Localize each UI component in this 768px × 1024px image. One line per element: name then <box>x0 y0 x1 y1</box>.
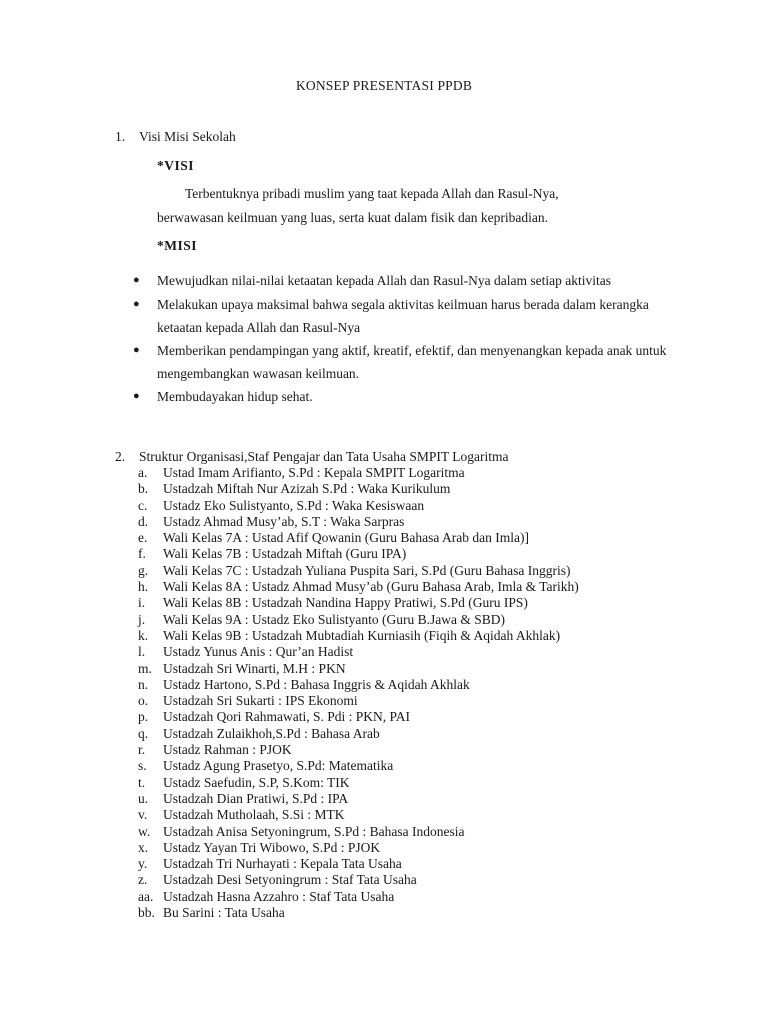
misi-label: *MISI <box>157 238 198 253</box>
staff-letter: h. <box>138 579 149 595</box>
staff-list-item <box>138 644 579 660</box>
staff-text: Ustadzah Miftah Nur Azizah S.Pd : Waka Kurikulum <box>163 481 451 497</box>
staff-list-item <box>138 889 579 905</box>
staff-text: Wali Kelas 9A : Ustadz Eko Sulistyanto (Guru B.Jawa & SBD) <box>163 611 506 627</box>
staff-list-item <box>138 514 579 530</box>
staff-list-item <box>138 791 579 807</box>
staff-letter: p. <box>138 709 149 725</box>
staff-list-item <box>138 807 579 823</box>
staff-letter: j. <box>138 611 146 627</box>
staff-list-item <box>138 628 579 644</box>
staff-list-item <box>138 905 579 921</box>
misi-item: ● Melakukan upaya maksimal bahwa segala aktivitas keilmuan harus berada dalam kerangka ketaatan kepada Allah dan Rasul-Nya <box>130 293 677 339</box>
staff-letter: i. <box>138 595 146 611</box>
staff-list-item <box>138 579 579 595</box>
staff-list-item <box>138 742 579 758</box>
staff-list-item <box>138 465 579 481</box>
section-2-heading <box>115 449 509 465</box>
staff-text: Ustadz Rahman : PJOK <box>163 742 292 758</box>
staff-letter: bb. <box>138 905 155 921</box>
staff-text: Ustadz Ahmad Musy’ab, S.T : Waka Sarpras <box>163 513 405 529</box>
staff-list-item <box>138 709 579 725</box>
staff-letter: d. <box>138 513 149 529</box>
staff-letter: s. <box>138 758 147 774</box>
staff-text: Wali Kelas 7B : Ustadzah Miftah (Guru IPA) <box>163 546 407 562</box>
bullet-icon: ● <box>133 298 140 310</box>
staff-text: Ustadz Agung Prasetyo, S.Pd: Matematika <box>163 758 394 774</box>
misi-item: ● Memberikan pendampingan yang aktif, kreatif, efektif, dan menyenangkan kepada anak untuk mengembangkan wawasan keilmuan. <box>130 339 677 385</box>
section-1-number: 1. <box>115 129 126 144</box>
staff-letter: f. <box>138 546 146 562</box>
visi-label: *VISI <box>157 158 195 173</box>
page-title: KONSEP PRESENTASI PPDB <box>295 78 473 93</box>
staff-list-item <box>138 546 579 562</box>
staff-text: Ustadzah Dian Pratiwi, S.Pd : IPA <box>163 790 349 806</box>
section-2-title: Struktur Organisasi,Staf Pengajar dan Tata Usaha SMPIT Logaritma <box>139 449 509 464</box>
staff-text: Ustadzah Qori Rahmawati, S. Pdi : PKN, PAI <box>163 709 410 725</box>
staff-list-item <box>138 595 579 611</box>
misi-list <box>130 269 677 408</box>
staff-text: Ustadzah Anisa Setyoningrum, S.Pd : Bahasa Indonesia <box>163 823 465 839</box>
visi-line-1: Terbentuknya pribadi muslim yang taat kepada Allah dan Rasul-Nya, <box>185 186 559 201</box>
staff-text: Bu Sarini : Tata Usaha <box>163 905 285 921</box>
staff-text: Ustad Imam Arifianto, S.Pd : Kepala SMPIT Logaritma <box>163 465 465 480</box>
staff-letter: c. <box>138 497 148 513</box>
bullet-icon: ● <box>133 274 140 286</box>
staff-text: Wali Kelas 9B : Ustadzah Mubtadiah Kurniasih (Fiqih & Aqidah Akhlak) <box>163 627 561 643</box>
staff-letter: x. <box>138 839 149 855</box>
misi-item: ● Membudayakan hidup sehat. <box>130 385 677 408</box>
staff-text: Ustadz Saefudin, S.P, S.Kom: TIK <box>163 774 350 790</box>
staff-text: Ustadzah Sri Sukarti : IPS Ekonomi <box>163 693 358 709</box>
staff-text: Ustadz Yayan Tri Wibowo, S.Pd : PJOK <box>163 839 381 855</box>
staff-letter: b. <box>138 481 149 497</box>
staff-letter: aa. <box>138 888 154 904</box>
bullet-icon: ● <box>133 390 140 402</box>
staff-letter: r. <box>138 742 146 758</box>
staff-text: Wali Kelas 7A : Ustad Afif Qowanin (Guru Bahasa Arab dan Imla)] <box>163 530 529 546</box>
staff-letter: e. <box>138 530 148 546</box>
staff-list-item <box>138 530 579 546</box>
staff-letter: g. <box>138 562 149 578</box>
staff-list-item <box>138 824 579 840</box>
staff-letter: l. <box>138 644 146 660</box>
staff-letter: u. <box>138 790 149 806</box>
staff-list-item <box>138 872 579 888</box>
staff-list-item <box>138 840 579 856</box>
staff-letter: o. <box>138 693 149 709</box>
staff-letter: m. <box>138 660 152 676</box>
staff-text: Ustadzah Zulaikhoh,S.Pd : Bahasa Arab <box>163 725 380 741</box>
section-1-heading <box>115 129 236 145</box>
staff-letter: t. <box>138 774 146 790</box>
staff-list-item <box>138 563 579 579</box>
staff-list-item <box>138 498 579 514</box>
staff-letter: q. <box>138 725 149 741</box>
staff-letter: v. <box>138 807 148 823</box>
bullet-icon: ● <box>133 344 140 356</box>
misi-item: ● Mewujudkan nilai-nilai ketaatan kepada Allah dan Rasul-Nya dalam setiap aktivitas <box>130 269 677 292</box>
staff-text: Ustadzah Desi Setyoningrum : Staf Tata Usaha <box>163 872 417 888</box>
staff-list-item <box>138 481 579 497</box>
staff-text: Wali Kelas 8A : Ustadz Ahmad Musy’ab (Guru Bahasa Arab, Imla & Tarikh) <box>163 579 579 595</box>
staff-text: Ustadzah Mutholaah, S.Si : MTK <box>163 807 345 823</box>
staff-list-item <box>138 775 579 791</box>
staff-list-item <box>138 677 579 693</box>
staff-text: Ustadz Hartono, S.Pd : Bahasa Inggris & Aqidah Akhlak <box>163 676 470 692</box>
staff-list-item <box>138 612 579 628</box>
staff-letter: a. <box>138 465 148 480</box>
staff-text: Ustadz Eko Sulistyanto, S.Pd : Waka Kesiswaan <box>163 497 425 513</box>
visi-line-2: berwawasan keilmuan yang luas, serta kuat dalam fisik dan kepribadian. <box>157 209 548 225</box>
staff-text: Ustadzah Hasna Azzahro : Staf Tata Usaha <box>163 888 395 904</box>
staff-letter: n. <box>138 676 149 692</box>
staff-text: Wali Kelas 8B : Ustadzah Nandina Happy Pratiwi, S.Pd (Guru IPS) <box>163 595 528 611</box>
section-2-number: 2. <box>115 449 126 464</box>
staff-letter: z. <box>138 872 148 888</box>
staff-list-item <box>138 758 579 774</box>
staff-text: Ustadzah Tri Nurhayati : Kepala Tata Usaha <box>163 856 402 872</box>
staff-letter: y. <box>138 856 148 872</box>
staff-letter: w. <box>138 823 151 839</box>
staff-list-item <box>138 693 579 709</box>
staff-text: Ustadz Yunus Anis : Qur’an Hadist <box>163 644 354 660</box>
staff-list-item <box>138 661 579 677</box>
staff-list-item <box>138 726 579 742</box>
staff-letter: k. <box>138 627 149 643</box>
staff-list-item <box>138 856 579 872</box>
staff-text: Wali Kelas 7C : Ustadzah Yuliana Puspita Sari, S.Pd (Guru Bahasa Inggris) <box>163 562 571 578</box>
visi-paragraph <box>157 182 637 229</box>
staff-text: Ustadzah Sri Winarti, M.H : PKN <box>163 660 346 676</box>
staff-list <box>138 465 579 921</box>
section-1-title: Visi Misi Sekolah <box>139 129 236 144</box>
